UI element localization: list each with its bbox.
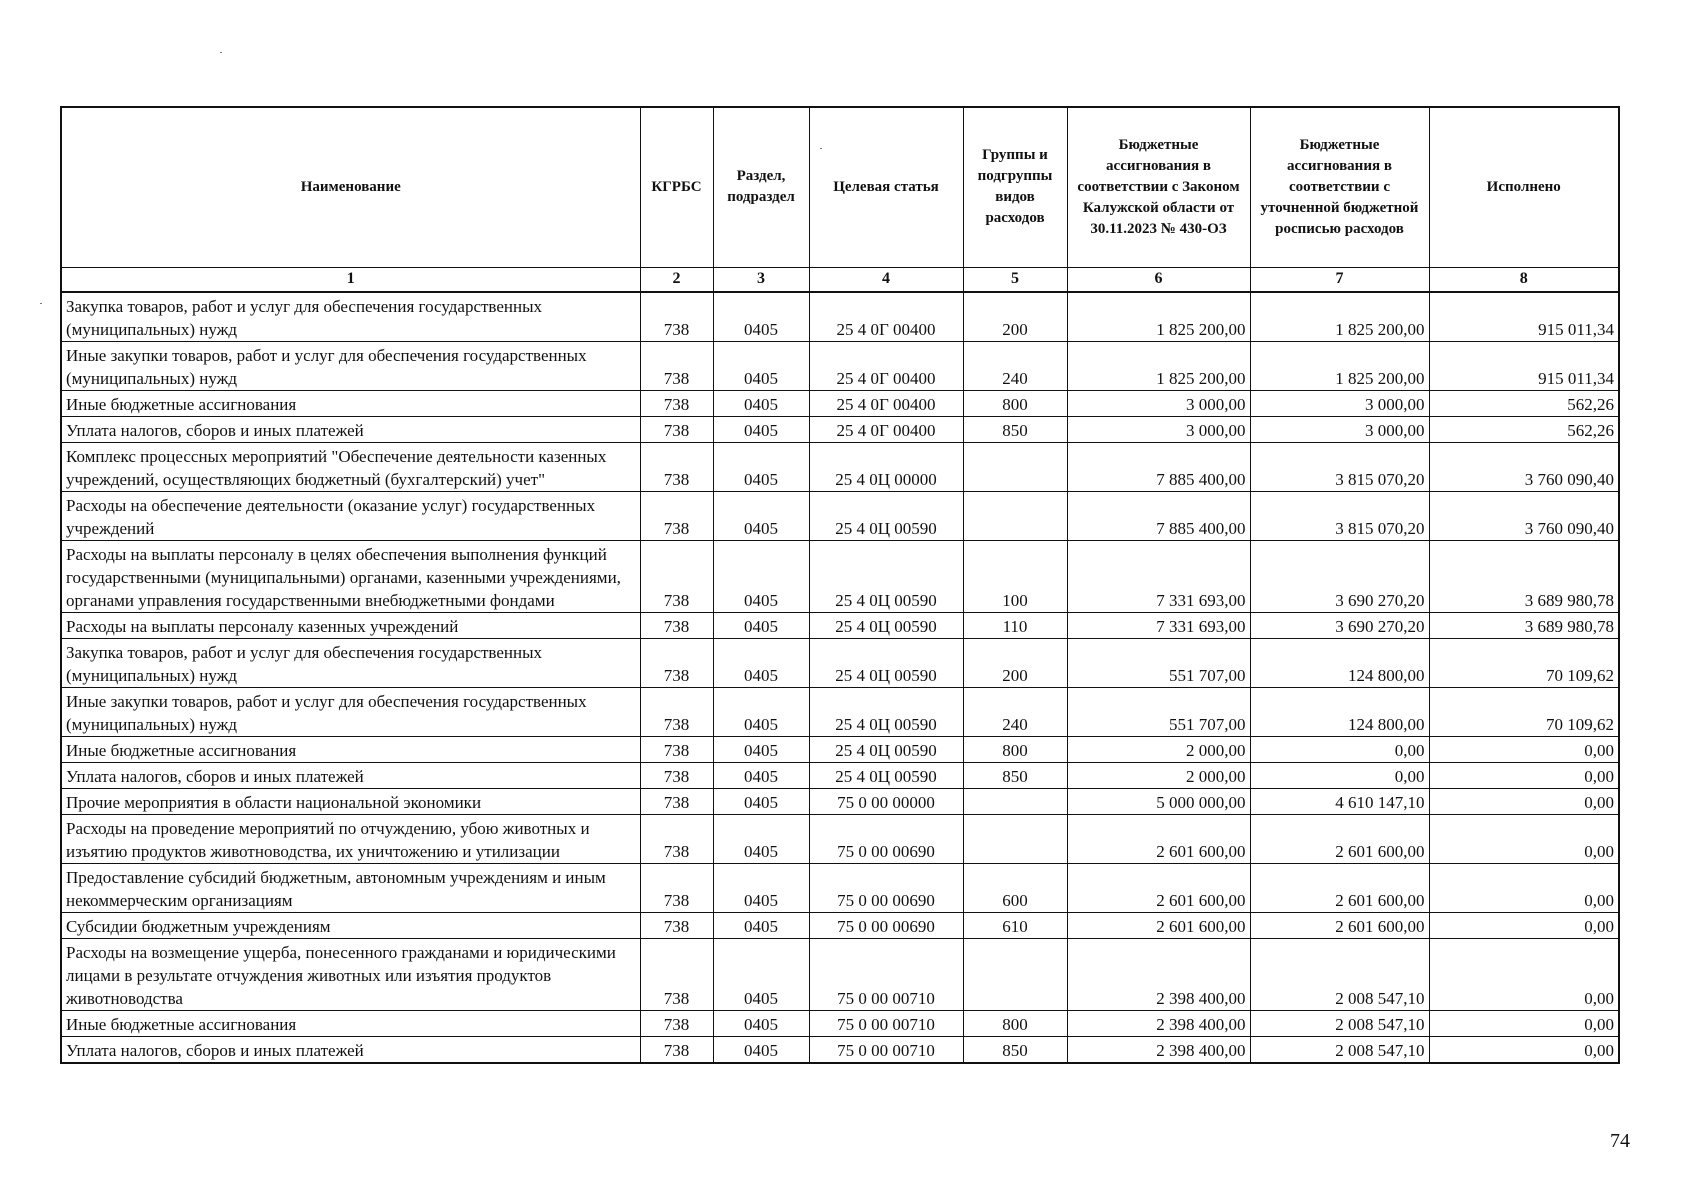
kgrbs-cell: 738 xyxy=(640,863,713,912)
table-row xyxy=(61,612,1619,638)
law-allocation-cell: 5 000 000,00 xyxy=(1067,788,1250,814)
target-article-cell: 25 4 0Г 00400 xyxy=(809,416,963,442)
refined-allocation-cell: 3 815 070,20 xyxy=(1250,442,1429,491)
executed-cell: 3 689 980,78 xyxy=(1429,612,1619,638)
executed-cell: 0,00 xyxy=(1429,1036,1619,1063)
target-article-cell: 75 0 00 00690 xyxy=(809,863,963,912)
header-refined-allocations: Бюджетные ассигнования в соответствии с уточненной бюджетной росписью расходов xyxy=(1250,107,1429,267)
executed-cell: 0,00 xyxy=(1429,1010,1619,1036)
law-allocation-cell: 551 707,00 xyxy=(1067,687,1250,736)
header-name: Наименование xyxy=(61,107,640,267)
section-cell: 0405 xyxy=(713,292,809,342)
expense-group-cell: 850 xyxy=(963,416,1067,442)
row-name-cell: Уплата налогов, сборов и иных платежей xyxy=(61,762,640,788)
section-cell: 0405 xyxy=(713,1010,809,1036)
table-row xyxy=(61,540,1619,612)
executed-cell: 0,00 xyxy=(1429,912,1619,938)
row-name-cell: Расходы на обеспечение деятельности (оказание услуг) государственных учреждений xyxy=(61,491,640,540)
law-allocation-cell: 7 885 400,00 xyxy=(1067,491,1250,540)
expense-group-cell: 800 xyxy=(963,736,1067,762)
column-number: 2 xyxy=(640,267,713,292)
section-cell: 0405 xyxy=(713,762,809,788)
expense-group-cell xyxy=(963,938,1067,1010)
target-article-cell: 25 4 0Ц 00590 xyxy=(809,491,963,540)
refined-allocation-cell: 3 000,00 xyxy=(1250,390,1429,416)
refined-allocation-cell: 2 008 547,10 xyxy=(1250,938,1429,1010)
kgrbs-cell: 738 xyxy=(640,442,713,491)
expense-group-cell: 240 xyxy=(963,687,1067,736)
kgrbs-cell: 738 xyxy=(640,687,713,736)
header-law-allocations: Бюджетные ассигнования в соответствии с Законом Калужской области от 30.11.2023 № 430-ОЗ xyxy=(1067,107,1250,267)
column-number: 6 xyxy=(1067,267,1250,292)
row-name-cell: Уплата налогов, сборов и иных платежей xyxy=(61,1036,640,1063)
executed-cell: 562,26 xyxy=(1429,416,1619,442)
executed-cell: 915 011,34 xyxy=(1429,292,1619,342)
section-cell: 0405 xyxy=(713,540,809,612)
table-row xyxy=(61,938,1619,1010)
kgrbs-cell: 738 xyxy=(640,390,713,416)
refined-allocation-cell: 2 008 547,10 xyxy=(1250,1010,1429,1036)
expense-group-cell: 110 xyxy=(963,612,1067,638)
table-row xyxy=(61,341,1619,390)
column-number: 5 xyxy=(963,267,1067,292)
row-name-cell: Субсидии бюджетным учреждениям xyxy=(61,912,640,938)
target-article-cell: 25 4 0Ц 00590 xyxy=(809,687,963,736)
kgrbs-cell: 738 xyxy=(640,638,713,687)
law-allocation-cell: 2 000,00 xyxy=(1067,762,1250,788)
budget-table-body xyxy=(61,292,1619,1063)
row-name-cell: Расходы на выплаты персоналу казенных учреждений xyxy=(61,612,640,638)
expense-group-cell: 800 xyxy=(963,1010,1067,1036)
expense-group-cell: 200 xyxy=(963,292,1067,342)
table-row xyxy=(61,1036,1619,1063)
target-article-cell: 25 4 0Г 00400 xyxy=(809,341,963,390)
target-article-cell: 25 4 0Ц 00000 xyxy=(809,442,963,491)
refined-allocation-cell: 3 815 070,20 xyxy=(1250,491,1429,540)
target-article-cell: 75 0 00 00710 xyxy=(809,1010,963,1036)
section-cell: 0405 xyxy=(713,938,809,1010)
table-row xyxy=(61,814,1619,863)
table-row xyxy=(61,638,1619,687)
target-article-cell: 75 0 00 00710 xyxy=(809,1036,963,1063)
executed-cell: 915 011,34 xyxy=(1429,341,1619,390)
target-article-cell: 25 4 0Ц 00590 xyxy=(809,736,963,762)
scan-speck xyxy=(220,52,222,53)
table-row xyxy=(61,762,1619,788)
kgrbs-cell: 738 xyxy=(640,912,713,938)
table-row xyxy=(61,736,1619,762)
row-name-cell: Иные бюджетные ассигнования xyxy=(61,390,640,416)
table-row xyxy=(61,416,1619,442)
executed-cell: 0,00 xyxy=(1429,863,1619,912)
law-allocation-cell: 7 885 400,00 xyxy=(1067,442,1250,491)
table-row xyxy=(61,788,1619,814)
expense-group-cell xyxy=(963,814,1067,863)
law-allocation-cell: 2 000,00 xyxy=(1067,736,1250,762)
law-allocation-cell: 7 331 693,00 xyxy=(1067,540,1250,612)
expense-group-cell: 610 xyxy=(963,912,1067,938)
executed-cell: 3 689 980,78 xyxy=(1429,540,1619,612)
law-allocation-cell: 1 825 200,00 xyxy=(1067,341,1250,390)
column-number: 4 xyxy=(809,267,963,292)
expense-group-cell xyxy=(963,788,1067,814)
row-name-cell: Иные закупки товаров, работ и услуг для обеспечения государственных (муниципальных) нужд xyxy=(61,687,640,736)
refined-allocation-cell: 3 690 270,20 xyxy=(1250,540,1429,612)
expense-group-cell xyxy=(963,442,1067,491)
law-allocation-cell: 2 601 600,00 xyxy=(1067,912,1250,938)
target-article-cell: 25 4 0Ц 00590 xyxy=(809,540,963,612)
target-article-cell: 75 0 00 00690 xyxy=(809,814,963,863)
law-allocation-cell: 7 331 693,00 xyxy=(1067,612,1250,638)
kgrbs-cell: 738 xyxy=(640,1036,713,1063)
target-article-cell: 25 4 0Ц 00590 xyxy=(809,762,963,788)
target-article-cell: 25 4 0Ц 00590 xyxy=(809,638,963,687)
executed-cell: 0,00 xyxy=(1429,814,1619,863)
column-number: 8 xyxy=(1429,267,1619,292)
kgrbs-cell: 738 xyxy=(640,788,713,814)
target-article-cell: 75 0 00 00690 xyxy=(809,912,963,938)
target-article-cell: 25 4 0Г 00400 xyxy=(809,390,963,416)
kgrbs-cell: 738 xyxy=(640,762,713,788)
expense-group-cell: 800 xyxy=(963,390,1067,416)
row-name-cell: Закупка товаров, работ и услуг для обеспечения государственных (муниципальных) нужд xyxy=(61,292,640,342)
expense-group-cell xyxy=(963,491,1067,540)
executed-cell: 3 760 090,40 xyxy=(1429,491,1619,540)
executed-cell: 70 109,62 xyxy=(1429,687,1619,736)
section-cell: 0405 xyxy=(713,491,809,540)
row-name-cell: Прочие мероприятия в области национальной экономики xyxy=(61,788,640,814)
page-number: 74 xyxy=(1610,1130,1630,1152)
column-number: 1 xyxy=(61,267,640,292)
kgrbs-cell: 738 xyxy=(640,736,713,762)
kgrbs-cell: 738 xyxy=(640,938,713,1010)
expense-group-cell: 850 xyxy=(963,1036,1067,1063)
refined-allocation-cell: 0,00 xyxy=(1250,736,1429,762)
law-allocation-cell: 2 398 400,00 xyxy=(1067,938,1250,1010)
law-allocation-cell: 3 000,00 xyxy=(1067,390,1250,416)
expense-group-cell: 100 xyxy=(963,540,1067,612)
section-cell: 0405 xyxy=(713,788,809,814)
header-target-article: Целевая статья xyxy=(809,107,963,267)
table-row xyxy=(61,292,1619,342)
kgrbs-cell: 738 xyxy=(640,416,713,442)
refined-allocation-cell: 1 825 200,00 xyxy=(1250,292,1429,342)
row-name-cell: Уплата налогов, сборов и иных платежей xyxy=(61,416,640,442)
law-allocation-cell: 2 398 400,00 xyxy=(1067,1010,1250,1036)
target-article-cell: 75 0 00 00000 xyxy=(809,788,963,814)
refined-allocation-cell: 2 601 600,00 xyxy=(1250,814,1429,863)
expense-group-cell: 600 xyxy=(963,863,1067,912)
section-cell: 0405 xyxy=(713,912,809,938)
law-allocation-cell: 551 707,00 xyxy=(1067,638,1250,687)
refined-allocation-cell: 4 610 147,10 xyxy=(1250,788,1429,814)
expense-group-cell: 200 xyxy=(963,638,1067,687)
table-row xyxy=(61,442,1619,491)
expense-group-cell: 850 xyxy=(963,762,1067,788)
header-kgrbs: КГРБС xyxy=(640,107,713,267)
kgrbs-cell: 738 xyxy=(640,292,713,342)
kgrbs-cell: 738 xyxy=(640,491,713,540)
executed-cell: 0,00 xyxy=(1429,788,1619,814)
header-executed: Исполнено xyxy=(1429,107,1619,267)
refined-allocation-cell: 124 800,00 xyxy=(1250,687,1429,736)
row-name-cell: Предоставление субсидий бюджетным, автономным учреждениям и иным некоммерческим организациям xyxy=(61,863,640,912)
executed-cell: 0,00 xyxy=(1429,938,1619,1010)
row-name-cell: Иные бюджетные ассигнования xyxy=(61,736,640,762)
law-allocation-cell: 2 398 400,00 xyxy=(1067,1036,1250,1063)
kgrbs-cell: 738 xyxy=(640,540,713,612)
section-cell: 0405 xyxy=(713,442,809,491)
kgrbs-cell: 738 xyxy=(640,341,713,390)
table-row xyxy=(61,390,1619,416)
section-cell: 0405 xyxy=(713,341,809,390)
executed-cell: 3 760 090,40 xyxy=(1429,442,1619,491)
section-cell: 0405 xyxy=(713,416,809,442)
refined-allocation-cell: 2 601 600,00 xyxy=(1250,912,1429,938)
table-row xyxy=(61,912,1619,938)
target-article-cell: 75 0 00 00710 xyxy=(809,938,963,1010)
executed-cell: 70 109,62 xyxy=(1429,638,1619,687)
column-number: 7 xyxy=(1250,267,1429,292)
refined-allocation-cell: 3 000,00 xyxy=(1250,416,1429,442)
row-name-cell: Иные бюджетные ассигнования xyxy=(61,1010,640,1036)
row-name-cell: Расходы на выплаты персоналу в целях обеспечения выполнения функций государственными (муниципальными) органами, казенными учреждениями, органами управления государственными внебюджетными фондами xyxy=(61,540,640,612)
section-cell: 0405 xyxy=(713,687,809,736)
expense-group-cell: 240 xyxy=(963,341,1067,390)
law-allocation-cell: 2 601 600,00 xyxy=(1067,863,1250,912)
law-allocation-cell: 3 000,00 xyxy=(1067,416,1250,442)
executed-cell: 562,26 xyxy=(1429,390,1619,416)
refined-allocation-cell: 2 008 547,10 xyxy=(1250,1036,1429,1063)
header-section: Раздел, подраздел xyxy=(713,107,809,267)
law-allocation-cell: 2 601 600,00 xyxy=(1067,814,1250,863)
section-cell: 0405 xyxy=(713,736,809,762)
section-cell: 0405 xyxy=(713,390,809,416)
table-row xyxy=(61,491,1619,540)
kgrbs-cell: 738 xyxy=(640,1010,713,1036)
executed-cell: 0,00 xyxy=(1429,736,1619,762)
row-name-cell: Иные закупки товаров, работ и услуг для обеспечения государственных (муниципальных) нужд xyxy=(61,341,640,390)
section-cell: 0405 xyxy=(713,638,809,687)
section-cell: 0405 xyxy=(713,863,809,912)
kgrbs-cell: 738 xyxy=(640,814,713,863)
refined-allocation-cell: 1 825 200,00 xyxy=(1250,341,1429,390)
table-row xyxy=(61,687,1619,736)
table-row xyxy=(61,863,1619,912)
budget-table xyxy=(60,106,1620,1064)
column-number: 3 xyxy=(713,267,809,292)
budget-table-sheet xyxy=(60,106,1618,1064)
refined-allocation-cell: 2 601 600,00 xyxy=(1250,863,1429,912)
header-expense-groups: Группы и подгруппы видов расходов xyxy=(963,107,1067,267)
target-article-cell: 25 4 0Ц 00590 xyxy=(809,612,963,638)
refined-allocation-cell: 3 690 270,20 xyxy=(1250,612,1429,638)
row-name-cell: Расходы на возмещение ущерба, понесенного гражданами и юридическими лицами в результате отчуждения животных или изъятия продуктов животноводства xyxy=(61,938,640,1010)
section-cell: 0405 xyxy=(713,1036,809,1063)
target-article-cell: 25 4 0Г 00400 xyxy=(809,292,963,342)
executed-cell: 0,00 xyxy=(1429,762,1619,788)
refined-allocation-cell: 0,00 xyxy=(1250,762,1429,788)
table-row xyxy=(61,1010,1619,1036)
refined-allocation-cell: 124 800,00 xyxy=(1250,638,1429,687)
row-name-cell: Закупка товаров, работ и услуг для обеспечения государственных (муниципальных) нужд xyxy=(61,638,640,687)
row-name-cell: Комплекс процессных мероприятий "Обеспечение деятельности казенных учреждений, осуществляющих бюджетный (бухгалтерский) учет" xyxy=(61,442,640,491)
law-allocation-cell: 1 825 200,00 xyxy=(1067,292,1250,342)
scan-speck xyxy=(40,303,42,304)
row-name-cell: Расходы на проведение мероприятий по отчуждению, убою животных и изъятию продуктов животноводства, их уничтожению и утилизации xyxy=(61,814,640,863)
section-cell: 0405 xyxy=(713,612,809,638)
kgrbs-cell: 738 xyxy=(640,612,713,638)
section-cell: 0405 xyxy=(713,814,809,863)
